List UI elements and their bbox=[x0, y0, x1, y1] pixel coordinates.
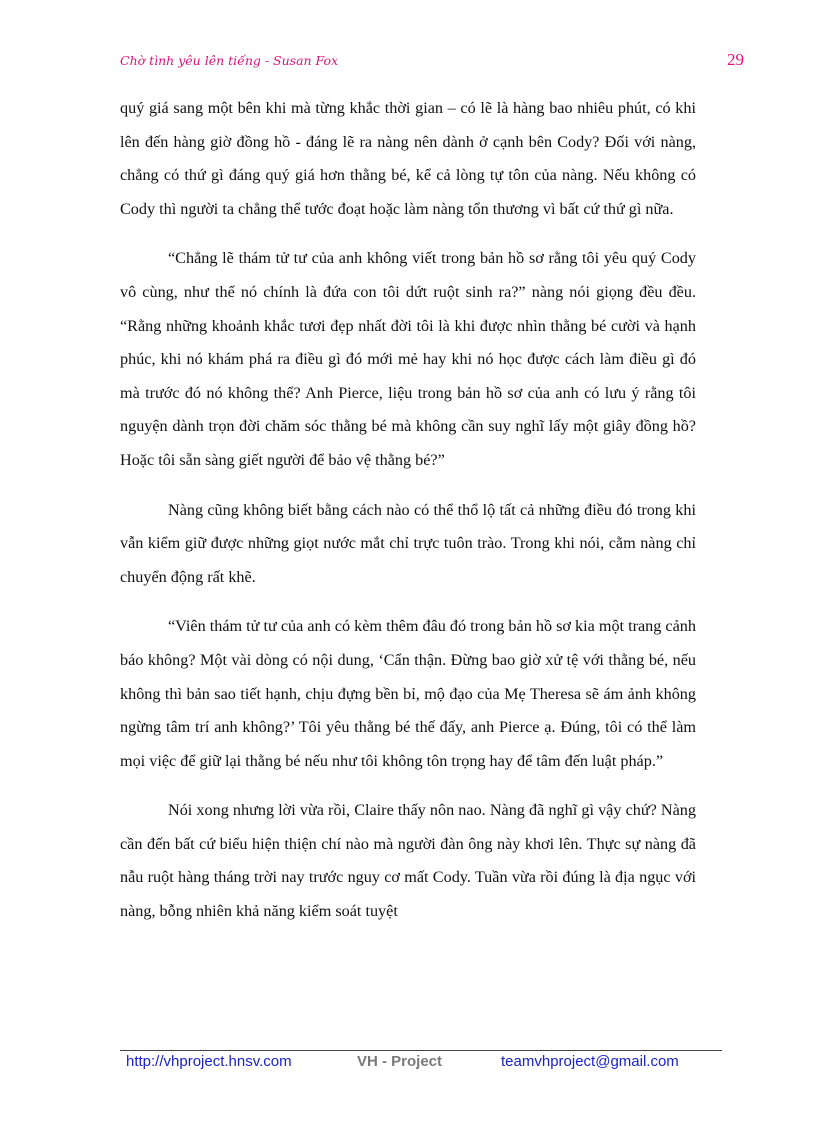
paragraph-1: quý giá sang một bên khi mà từng khắc thời gian – có lẽ là hàng bao nhiêu phút, có khi lên đến hàng giờ đồng hồ - đáng lẽ ra nàng nên dành ở cạnh bên Cody? Đối với nàng, chẳng có thứ gì đáng quý giá hơn thằng bé, kể cả lòng tự tôn của nàng. Nếu không có Cody thì người ta chẳng thể tước đoạt hoặc làm nàng tổn thương vì bất cứ thứ gì nữa. bbox=[120, 99, 696, 218]
footer-email-link[interactable]: teamvhproject@gmail.com bbox=[501, 1053, 679, 1070]
body-text bbox=[120, 92, 696, 945]
page-footer bbox=[120, 1053, 722, 1073]
paragraph-3: Nàng cũng không biết bằng cách nào có thể thổ lộ tất cả những điều đó trong khi vẫn kiểm giữ được những giọt nước mắt chỉ trực tuôn trào. Trong khi nói, cằm nàng chỉ chuyển động rất khẽ. bbox=[120, 500, 696, 586]
paragraph-2: “Chẳng lẽ thám tử tư của anh không viết trong bản hồ sơ rằng tôi yêu quý Cody vô cùng, như thể nó chính là đứa con tôi dứt ruột sinh ra?” nàng nói giọng đều đều. “Rằng những khoảnh khắc tươi đẹp nhất đời tôi là khi được nhìn thằng bé cười và hạnh phúc, khi nó khám phá ra điều gì đó mới mẻ hay khi nó học được cách làm điều gì đó mà trước đó nó không thể? Anh Pierce, liệu trong bản hồ sơ của anh có lưu ý rằng tôi nguyện dành trọn đời chăm sóc thằng bé mà không cần suy nghĩ lấy một giây đồng hồ? Hoặc tôi sẵn sàng giết người để bảo vệ thằng bé?” bbox=[120, 249, 696, 469]
book-title: Chờ tình yêu lên tiếng - Susan Fox bbox=[120, 53, 339, 68]
paragraph-5: Nói xong nhưng lời vừa rồi, Claire thấy nôn nao. Nàng đã nghĩ gì vậy chứ? Nàng cần đến bất cứ biểu hiện thiện chí nào mà người đàn ông này khơi lên. Thực sự nàng đã nẫu ruột hàng tháng trời nay trước nguy cơ mất Cody. Tuần vừa rồi đúng là địa ngục với nàng, bỗng nhiên khả năng kiểm soát tuyệt bbox=[120, 801, 696, 921]
footer-divider bbox=[120, 1050, 722, 1051]
page-number: 29 bbox=[727, 50, 744, 69]
footer-project-name: VH - Project bbox=[357, 1053, 443, 1070]
paragraph-4: “Viên thám tử tư của anh có kèm thêm đâu đó trong bản hồ sơ kia một trang cảnh báo không? Một vài dòng có nội dung, ‘Cẩn thận. Đừng bao giờ xử tệ với thằng bé, nếu không thì bản sao tiết hạnh, chịu đựng bền bỉ, mộ đạo của Mẹ Theresa sẽ ám ảnh không ngừng tâm trí anh không?’ Tôi yêu thằng bé thế đấy, anh Pierce ạ. Đúng, tôi có thể làm mọi việc để giữ lại thằng bé nếu như tôi không tôn trọng hay để tâm đến luật pháp.” bbox=[120, 617, 696, 770]
page-header bbox=[120, 50, 744, 74]
footer-website-link[interactable]: http://vhproject.hnsv.com bbox=[126, 1053, 292, 1070]
